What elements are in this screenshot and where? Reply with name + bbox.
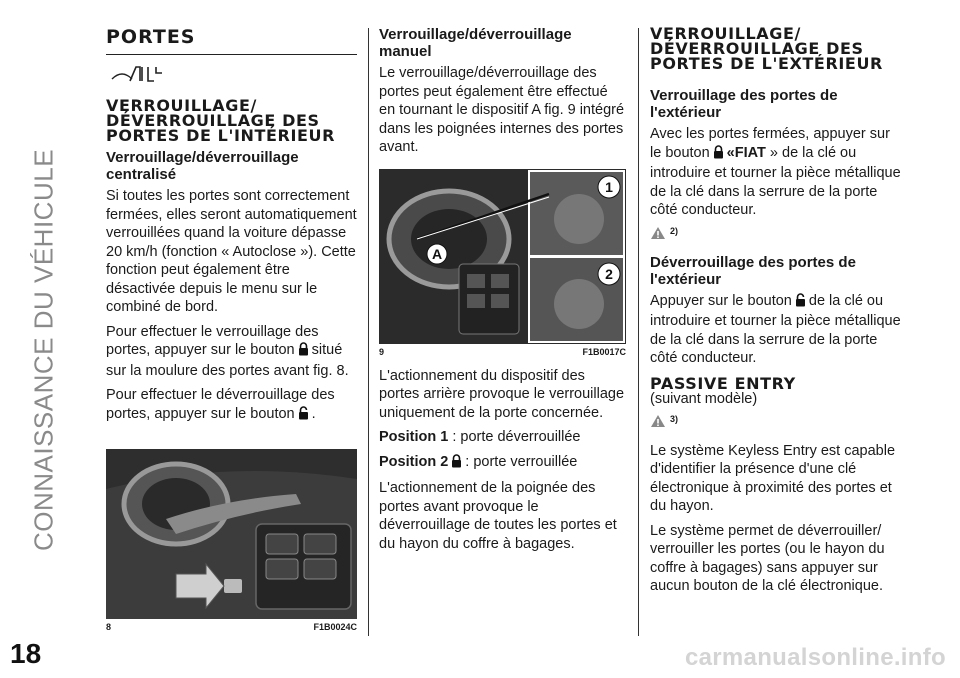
column-2 xyxy=(379,26,626,559)
warning-reference: 2) xyxy=(650,226,902,246)
warning-icon xyxy=(650,414,666,433)
passive-entry-heading: PASSIVE ENTRY (suivant modèle) xyxy=(650,373,796,407)
chapter-label: CONNAISSANCE DU VÉHICULE xyxy=(28,148,59,552)
figure-8-image xyxy=(106,449,357,619)
key-pictogram-icon xyxy=(110,63,357,90)
lock-closed-icon xyxy=(451,454,462,474)
section-title: PORTES xyxy=(106,26,357,55)
figure-caption: 8 F1B0024C xyxy=(106,622,357,632)
figure-callout-2: 2 xyxy=(605,265,613,282)
figure-9-image xyxy=(379,169,626,344)
figure-caption: 9 F1B0017C xyxy=(379,346,626,357)
lock-closed-icon xyxy=(298,342,309,362)
column-1 xyxy=(106,26,357,632)
heading: Verrouillage/déverrouillage centralisé xyxy=(106,149,299,183)
position-1-line: Position 1 : porte déverrouillée xyxy=(379,429,581,445)
paragraph: L'actionnement de la poignée des portes avant provoque le déverrouillage de toutes les portes et du hayon du coffre à bagages. xyxy=(379,480,617,552)
paragraph: Si toutes les portes sont correctement fermées, elles seront automatiquement verrouillées quand la voiture dépasse 20 km/h (fonction « Autoclose »). Cette fonction peut également être désactivée depuis le menu sur le combiné de bord. xyxy=(106,188,357,315)
lock-open-icon xyxy=(298,406,309,426)
lock-open-icon xyxy=(795,293,806,313)
warning-icon xyxy=(650,226,666,245)
figure-callout-a: A xyxy=(431,245,443,262)
warning-reference: 3) xyxy=(650,414,902,434)
section-title: VERROUILLAGE/ DÉVERROUILLAGE DES PORTES DE L'EXTÉRIEUR xyxy=(650,24,883,73)
paragraph: Appuyer sur le bouton de la clé ou introduire et tourner la pièce métallique de la clé dans la serrure de la porte côté conducteur. xyxy=(650,292,901,366)
figure-callout-1: 1 xyxy=(605,178,613,195)
subsection-title: VERROUILLAGE/ DÉVERROUILLAGE DES PORTES DE L'INTÉRIEUR xyxy=(106,96,336,145)
heading: Verrouillage/déverrouillage manuel xyxy=(379,26,572,60)
position-2-line: Position 2 : porte verrouillée xyxy=(379,453,626,474)
paragraph: L'actionnement du dispositif des portes arrière provoque le verrouillage uniquement de la porte concernée. xyxy=(379,367,625,421)
paragraph: Pour effectuer le verrouillage des portes, appuyer sur le bouton situé sur la moulure des portes avant fig. 8. xyxy=(106,323,349,379)
column-3 xyxy=(650,26,902,602)
heading: Déverrouillage des portes de l'extérieur xyxy=(650,253,856,288)
lock-closed-icon xyxy=(713,145,724,165)
paragraph: Le verrouillage/déverrouillage des portes peut également être effectué en tournant le dispositif A fig. 9 intégré dans les poignées internes des portes avant. xyxy=(379,65,625,155)
paragraph: Pour effectuer le déverrouillage des portes, appuyer sur le bouton . xyxy=(106,386,357,425)
paragraph: Le système Keyless Entry est capable d'identifier la présence d'une clé électronique à proximité des portes et du hayon. xyxy=(650,442,896,514)
page-number: 18 xyxy=(10,638,42,669)
paragraph: Le système permet de déverrouiller/ verrouiller les portes (ou le hayon du coffre à bagages) sans appuyer sur aucun bouton de la clé électronique. xyxy=(650,522,885,594)
heading: Verrouillage des portes de l'extérieur xyxy=(650,87,838,121)
watermark: carmanualsonline.info xyxy=(684,644,946,671)
column-divider xyxy=(368,28,369,636)
column-divider xyxy=(638,28,639,636)
paragraph: Avec les portes fermées, appuyer sur le bouton «FIAT » de la clé ou introduire et tourner la pièce métallique de la clé dans la serrure de la porte côté conducteur. xyxy=(650,126,901,218)
